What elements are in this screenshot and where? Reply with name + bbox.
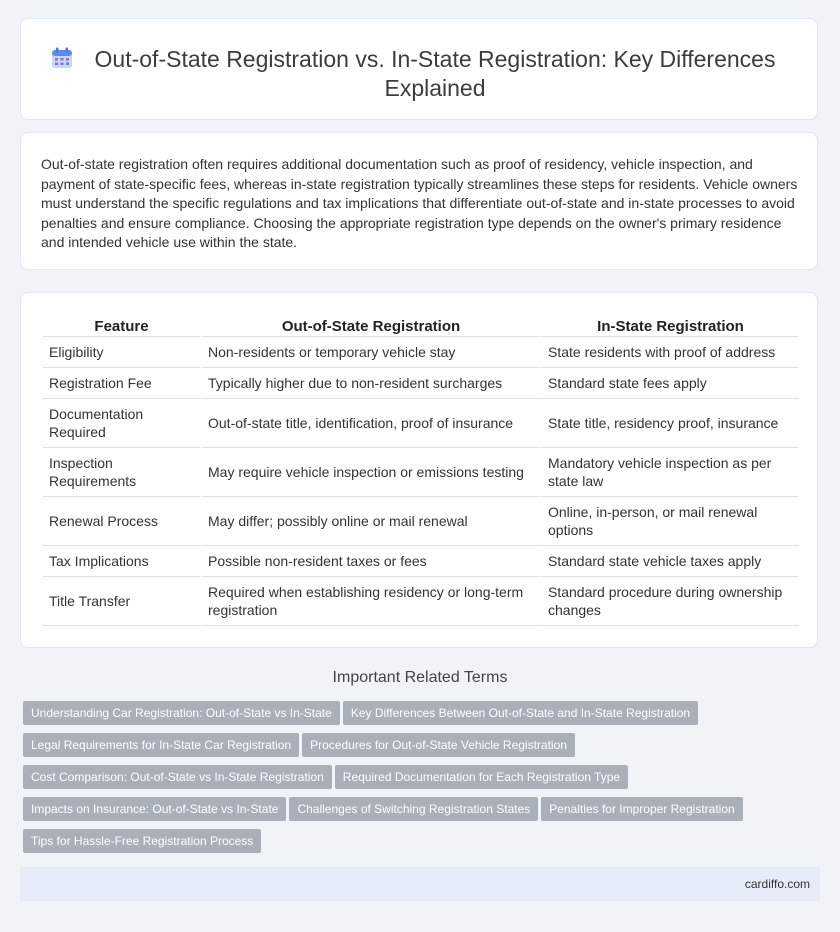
related-term-tag[interactable]: Tips for Hassle-Free Registration Process — [23, 829, 261, 853]
comparison-table — [43, 317, 799, 626]
table-cell: Standard state vehicle taxes apply — [540, 546, 799, 577]
comparison-table-card — [20, 292, 818, 648]
table-cell: Title Transfer — [43, 577, 200, 626]
table-header-row — [43, 317, 799, 337]
related-term-tag[interactable]: Impacts on Insurance: Out-of-State vs In-State — [23, 797, 286, 821]
table-cell: Inspection Requirements — [43, 448, 200, 497]
header-card — [20, 18, 818, 120]
table-cell: Online, in-person, or mail renewal options — [540, 497, 799, 546]
table-cell: Standard state fees apply — [540, 368, 799, 399]
table-cell: Eligibility — [43, 337, 200, 368]
table-cell: Tax Implications — [43, 546, 200, 577]
related-term-tag[interactable]: Procedures for Out-of-State Vehicle Registration — [302, 733, 575, 757]
table-row — [43, 546, 799, 577]
related-term-tag[interactable]: Cost Comparison: Out-of-State vs In-State Registration — [23, 765, 332, 789]
page-title: Out-of-State Registration vs. In-State Registration: Key Differences Explained — [94, 46, 776, 101]
intro-text: Out-of-state registration often requires additional documentation such as proof of residency, vehicle inspection, and payment of state-specific fees, whereas in-state registration typically streamlines these steps for residents. Vehicle owners must understand the specific regulations and tax implications that differentiate out-of-state and in-state processes to avoid penalties and ensure compliance. Choosing the appropriate registration type depends on the owner's primary residence and intended vehicle use within the state. — [41, 156, 798, 250]
table-row — [43, 337, 799, 368]
table-cell: Standard procedure during ownership changes — [540, 577, 799, 626]
related-term-tag[interactable]: Legal Requirements for In-State Car Registration — [23, 733, 299, 757]
related-term-tag[interactable]: Challenges of Switching Registration States — [289, 797, 538, 821]
table-row — [43, 368, 799, 399]
table-cell: Typically higher due to non-resident surcharges — [200, 368, 540, 399]
footer — [20, 867, 820, 901]
column-header: In-State Registration — [540, 317, 799, 337]
related-term-tag[interactable]: Required Documentation for Each Registration Type — [335, 765, 628, 789]
table-cell: Mandatory vehicle inspection as per state law — [540, 448, 799, 497]
table-cell: Renewal Process — [43, 497, 200, 546]
table-cell: State residents with proof of address — [540, 337, 799, 368]
column-header: Feature — [43, 317, 200, 337]
table-row — [43, 448, 799, 497]
table-row — [43, 399, 799, 448]
intro-card — [20, 132, 818, 270]
table-cell: May differ; possibly online or mail renewal — [200, 497, 540, 546]
table-cell: Non-residents or temporary vehicle stay — [200, 337, 540, 368]
related-term-tag[interactable]: Understanding Car Registration: Out-of-State vs In-State — [23, 701, 340, 725]
column-header: Out-of-State Registration — [200, 317, 540, 337]
related-terms-heading: Important Related Terms — [332, 669, 508, 686]
table-cell: Possible non-resident taxes or fees — [200, 546, 540, 577]
table-cell: State title, residency proof, insurance — [540, 399, 799, 448]
table-row — [43, 497, 799, 546]
related-term-tag[interactable]: Penalties for Improper Registration — [541, 797, 742, 821]
table-cell: Out-of-state title, identification, proof of insurance — [200, 399, 540, 448]
table-cell: Registration Fee — [43, 368, 200, 399]
site-link[interactable]: cardiffo.com — [744, 877, 810, 891]
related-term-tag[interactable]: Key Differences Between Out-of-State and In-State Registration — [343, 701, 698, 725]
table-row — [43, 577, 799, 626]
table-cell: Documentation Required — [43, 399, 200, 448]
table-cell: Required when establishing residency or long-term registration — [200, 577, 540, 626]
table-cell: May require vehicle inspection or emissions testing — [200, 448, 540, 497]
related-terms-list — [23, 701, 803, 861]
